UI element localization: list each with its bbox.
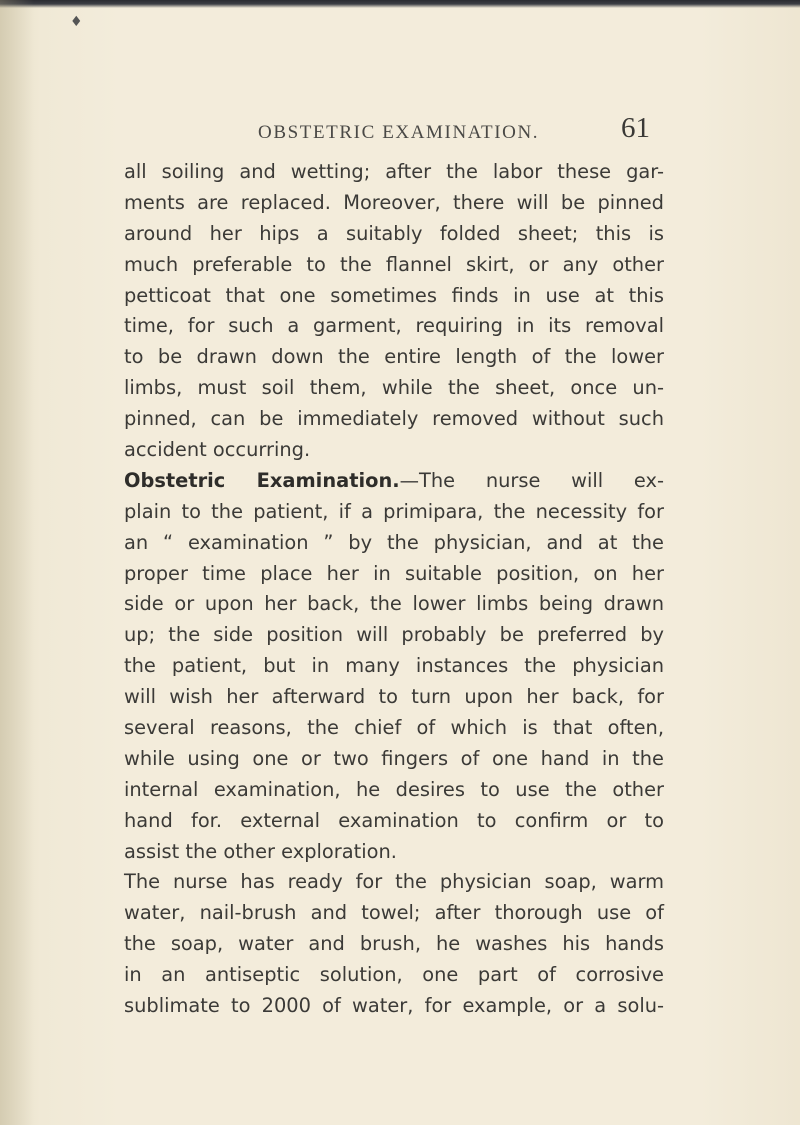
text-line: limbs, must soil them, while the sheet, once un- bbox=[124, 376, 664, 400]
running-head bbox=[0, 112, 800, 152]
text-line: internal examination, he desires to use the other bbox=[124, 777, 664, 801]
text-line: all soiling and wetting; after the labor these gar- bbox=[124, 160, 664, 183]
text-line: much preferable to the flannel skirt, or any other bbox=[124, 252, 664, 276]
text-line: hand for. external examination to confirm or to bbox=[124, 808, 664, 832]
text-line: while using one or two fingers of one hand in the bbox=[124, 746, 664, 770]
text-line: proper time place her in suitable position, on her bbox=[124, 561, 664, 585]
page-top-edge bbox=[0, 0, 800, 8]
text-line: The nurse has ready for the physician soap, warm bbox=[124, 870, 664, 894]
text-line: plain to the patient, if a primipara, the necessity for bbox=[124, 499, 664, 523]
text-line: accident occurring. bbox=[124, 438, 311, 462]
gutter-shadow bbox=[0, 0, 34, 1125]
running-title: OBSTETRIC EXAMINATION. bbox=[258, 122, 540, 143]
text-line: up; the side position will probably be preferred by bbox=[124, 623, 664, 647]
text-line: around her hips a suitably folded sheet; this is bbox=[124, 221, 664, 245]
text-line: assist the other exploration. bbox=[124, 839, 397, 863]
text-line: sublimate to 2000 of water, for example, or a solu- bbox=[124, 994, 664, 1018]
text-line: water, nail-brush and towel; after thorough use of bbox=[124, 901, 664, 925]
body-text bbox=[124, 157, 664, 1022]
text-line: side or upon her back, the lower limbs being drawn bbox=[124, 592, 664, 616]
text-line: in an antiseptic solution, one part of corrosive bbox=[124, 963, 664, 987]
page-number: 61 bbox=[621, 112, 650, 144]
top-mark: ♦ bbox=[70, 14, 83, 30]
section-first-line bbox=[124, 466, 664, 497]
section-heading: Obstetric Examination. bbox=[124, 468, 400, 492]
text-line: the patient, but in many instances the physician bbox=[124, 654, 664, 678]
section-first-line-rest: —The nurse will ex- bbox=[399, 468, 664, 492]
text-line: several reasons, the chief of which is that often, bbox=[124, 716, 664, 740]
text-line: ments are replaced. Moreover, there will be pinned bbox=[124, 190, 664, 214]
text-line: petticoat that one sometimes finds in use at this bbox=[124, 283, 664, 307]
text-line: an “ examination ” by the physician, and at the bbox=[124, 530, 664, 554]
text-line: time, for such a garment, requiring in its removal bbox=[124, 314, 664, 338]
text-line: pinned, can be immediately removed without such bbox=[124, 407, 664, 431]
text-line: will wish her afterward to turn upon her back, for bbox=[124, 685, 664, 709]
text-line: to be drawn down the entire length of the lower bbox=[124, 345, 664, 369]
text-line: the soap, water and brush, he washes his hands bbox=[124, 932, 664, 956]
